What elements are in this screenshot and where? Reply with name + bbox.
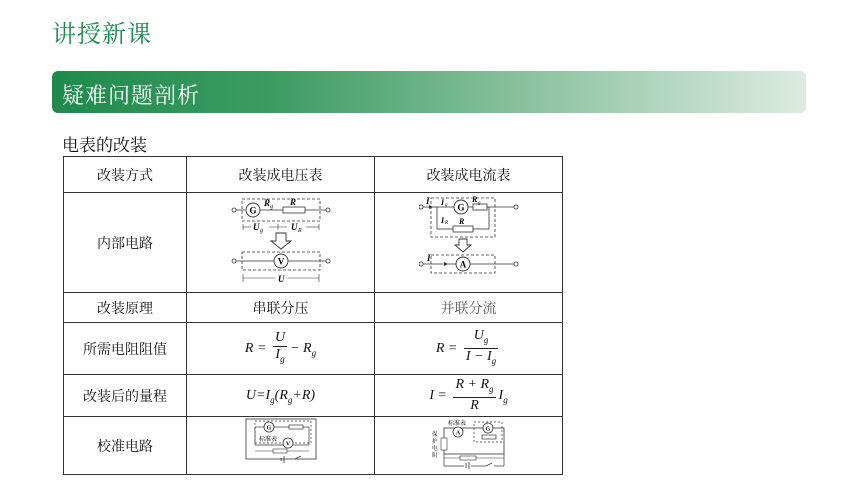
svg-text:R: R bbox=[458, 216, 464, 226]
row-label-resistance: 所需电阻阻值 bbox=[64, 323, 187, 375]
svg-text:g: g bbox=[477, 200, 480, 206]
row-label-principle: 改装原理 bbox=[64, 293, 187, 323]
svg-text:阻: 阻 bbox=[431, 452, 438, 459]
section-heading: 讲授新课 bbox=[52, 20, 152, 48]
svg-text:电: 电 bbox=[431, 445, 438, 452]
formula-voltmeter-resistance: R = $\frac{U}{I_g}$ − $R_g$ bbox=[187, 323, 375, 375]
standard-meter-label: 标准表 bbox=[258, 436, 277, 443]
svg-text:g: g bbox=[269, 203, 273, 210]
voltmeter-calibration-diagram bbox=[245, 418, 317, 470]
svg-text:g: g bbox=[259, 227, 263, 234]
svg-text:I: I bbox=[426, 252, 431, 263]
svg-text:G: G bbox=[485, 426, 490, 432]
meter-conversion-table bbox=[63, 156, 563, 475]
table-header-row bbox=[64, 157, 563, 193]
svg-text:U: U bbox=[290, 221, 297, 232]
row-label-circuit: 内部电路 bbox=[64, 193, 187, 293]
svg-text:R: R bbox=[297, 227, 302, 234]
principle-ammeter: 并联分流 bbox=[375, 293, 563, 323]
standard-meter-label-2: 标准表 bbox=[447, 420, 466, 427]
svg-text:I: I bbox=[425, 195, 430, 206]
svg-text:R: R bbox=[263, 197, 270, 208]
header-ammeter: 改装成电流表 bbox=[375, 157, 563, 193]
svg-text:U: U bbox=[252, 221, 259, 232]
voltmeter-label: V bbox=[277, 256, 284, 266]
voltmeter-circuit-cell bbox=[187, 193, 375, 293]
calibration-voltmeter-cell bbox=[187, 417, 375, 475]
ammeter-circuit-diagram bbox=[419, 195, 519, 287]
svg-text:g: g bbox=[444, 202, 447, 208]
table-row-circuit bbox=[64, 193, 563, 293]
ammeter-calibration-diagram bbox=[430, 418, 508, 470]
svg-text:R: R bbox=[289, 196, 296, 207]
svg-text:R: R bbox=[471, 194, 477, 204]
table-row-calibration bbox=[64, 417, 563, 475]
row-label-range: 改装后的量程 bbox=[64, 375, 187, 417]
topic-banner bbox=[52, 71, 806, 113]
ammeter-circuit-cell bbox=[375, 193, 563, 293]
svg-text:保: 保 bbox=[431, 431, 438, 438]
banner-title: 疑难问题剖析 bbox=[62, 84, 201, 109]
formula-ammeter-range: I = $\frac{R + R_g}{R}$ $I_g$ bbox=[375, 375, 563, 417]
galvanometer-label: G bbox=[248, 205, 257, 215]
ammeter-label: A bbox=[459, 259, 466, 269]
header-voltmeter: 改装成电压表 bbox=[187, 157, 375, 193]
formula-voltmeter-range: $U=I_g(R_g+R)$ bbox=[187, 375, 375, 417]
subtitle: 电表的改装 bbox=[62, 136, 147, 156]
table-row-resistance bbox=[64, 323, 563, 375]
principle-voltmeter: 串联分压 bbox=[187, 293, 375, 323]
svg-text:V: V bbox=[285, 441, 290, 447]
calibration-ammeter-cell bbox=[375, 417, 563, 475]
svg-text:护: 护 bbox=[431, 438, 438, 445]
table-row-range bbox=[64, 375, 563, 417]
svg-text:U: U bbox=[277, 273, 284, 284]
galvanometer-label-2: G bbox=[456, 202, 465, 212]
svg-text:R: R bbox=[444, 220, 448, 226]
header-method: 改装方式 bbox=[64, 157, 187, 193]
svg-text:I: I bbox=[440, 215, 444, 225]
formula-ammeter-resistance: R = $\frac{U_g}{I - I_g}$ bbox=[375, 323, 563, 375]
svg-text:G: G bbox=[266, 425, 271, 431]
svg-text:I: I bbox=[440, 197, 444, 207]
voltmeter-circuit-diagram bbox=[231, 195, 331, 287]
row-label-calibration: 校准电路 bbox=[64, 417, 187, 475]
table-row-principle bbox=[64, 293, 563, 323]
svg-text:A: A bbox=[455, 430, 460, 436]
